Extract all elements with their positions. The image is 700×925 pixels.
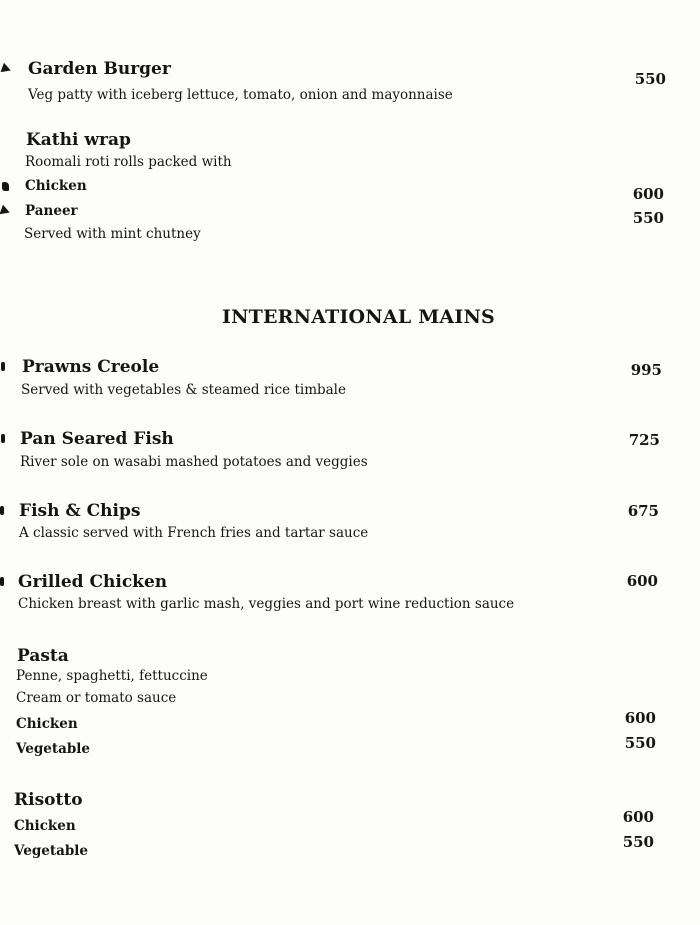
item-price: 600 — [626, 572, 658, 590]
item-name: Garden Burger — [28, 59, 171, 79]
non-veg-marker-icon — [2, 182, 9, 191]
item-name: Grilled Chicken — [18, 572, 168, 592]
section-heading: INTERNATIONAL MAINS — [222, 306, 495, 328]
veg-marker-icon — [0, 205, 11, 217]
option-price: 550 — [624, 734, 656, 752]
item-name: Risotto — [14, 790, 83, 810]
option-name: Chicken — [16, 716, 78, 732]
option-price: 550 — [632, 209, 664, 227]
option-name: Vegetable — [16, 741, 90, 757]
item-description: A classic served with French fries and tartar sauce — [19, 525, 369, 541]
item-description: River sole on wasabi mashed potatoes and veggies — [20, 454, 368, 470]
item-note: Served with mint chutney — [24, 226, 201, 242]
option-price: 600 — [632, 185, 664, 203]
veg-marker-icon — [1, 63, 13, 75]
item-price: 995 — [630, 361, 662, 379]
non-veg-marker-icon — [1, 434, 5, 443]
option-price: 550 — [622, 833, 654, 851]
item-price: 550 — [634, 70, 666, 88]
item-name: Pan Seared Fish — [20, 429, 174, 449]
option-price: 600 — [622, 808, 654, 826]
option-name: Chicken — [14, 818, 76, 834]
option-name: Paneer — [25, 203, 78, 219]
item-description: Cream or tomato sauce — [16, 690, 177, 706]
non-veg-marker-icon — [1, 362, 5, 371]
option-price: 600 — [624, 709, 656, 727]
item-name: Prawns Creole — [22, 357, 160, 377]
non-veg-marker-icon — [0, 506, 4, 515]
item-name: Fish & Chips — [19, 501, 141, 521]
option-name: Vegetable — [14, 843, 88, 859]
item-description: Served with vegetables & steamed rice timbale — [21, 382, 346, 398]
item-description: Veg patty with iceberg lettuce, tomato, onion and mayonnaise — [28, 87, 453, 103]
option-name: Chicken — [25, 178, 87, 194]
item-name: Pasta — [17, 646, 69, 666]
item-description: Roomali roti rolls packed with — [25, 154, 232, 170]
item-description: Chicken breast with garlic mash, veggies and port wine reduction sauce — [18, 596, 515, 612]
item-description: Penne, spaghetti, fettuccine — [16, 668, 208, 684]
item-price: 725 — [628, 431, 660, 449]
item-price: 675 — [627, 502, 659, 520]
item-name: Kathi wrap — [26, 130, 131, 150]
non-veg-marker-icon — [0, 577, 4, 586]
